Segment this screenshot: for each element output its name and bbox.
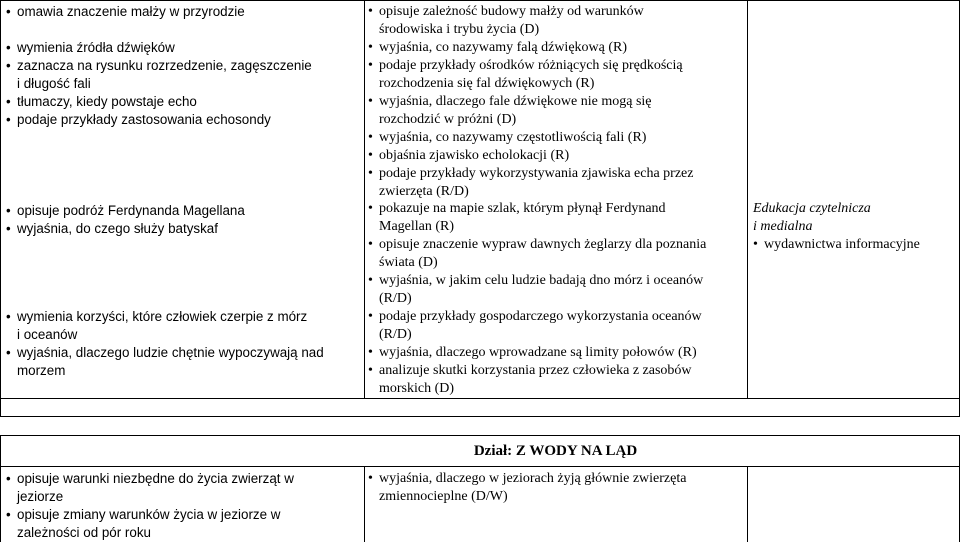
list-item-text: (R/D) bbox=[379, 327, 412, 342]
list-item bbox=[368, 57, 746, 75]
list-item bbox=[6, 220, 362, 238]
list-item bbox=[6, 506, 362, 524]
list-item bbox=[368, 200, 746, 218]
list-item-text: wymienia korzyści, które człowiek czerpie z mórz bbox=[17, 309, 308, 324]
list-item bbox=[6, 470, 362, 488]
list-item bbox=[6, 57, 362, 75]
list-item-text: podaje przykłady gospodarczego wykorzystania oceanów bbox=[379, 309, 702, 324]
bullet-icon: • bbox=[368, 40, 373, 55]
list-item-text: (R/D) bbox=[379, 291, 412, 306]
list-item-text: opisuje zmiany warunków życia w jeziorze w bbox=[17, 506, 281, 522]
column-divider bbox=[364, 0, 365, 398]
table-border-top bbox=[0, 0, 960, 1]
bullet-icon: • bbox=[6, 220, 11, 236]
list-item-text: i oceanów bbox=[17, 326, 78, 342]
list-item-text: zaznacza na rysunku rozrzedzenie, zagęszczenie bbox=[17, 57, 312, 73]
list-item-text: wyjaśnia, do czego służy batyskaf bbox=[17, 220, 218, 236]
bullet-icon: • bbox=[6, 57, 11, 73]
bullet-icon: • bbox=[368, 237, 373, 252]
bullet-icon: • bbox=[6, 203, 11, 218]
list-item-text: wyjaśnia, co nazywamy częstotliwością fali (R) bbox=[379, 130, 647, 145]
bullet-icon: • bbox=[368, 94, 373, 109]
list-item-text: morskich (D) bbox=[379, 381, 455, 396]
list-item bbox=[6, 524, 362, 542]
bullet-icon: • bbox=[368, 345, 373, 360]
row-divider bbox=[0, 398, 960, 399]
list-item-text: zmiennocieplne (D/W) bbox=[379, 489, 508, 504]
list-item-text: opisuje podróż Ferdynanda Magellana bbox=[17, 203, 245, 218]
list-item-text: opisuje znaczenie wypraw dawnych żeglarzy dla poznania bbox=[379, 237, 707, 252]
list-item bbox=[368, 272, 746, 290]
list-item-text: wyjaśnia, dlaczego wprowadzane są limity połowów (R) bbox=[379, 345, 697, 360]
list-item-text: wyjaśnia, dlaczego fale dźwiękowe nie mogą się bbox=[379, 94, 652, 109]
left-group-1 bbox=[6, 3, 362, 21]
list-item-text: wyjaśnia, dlaczego ludzie chętnie wypoczywają nad bbox=[17, 344, 324, 360]
row-divider bbox=[0, 416, 960, 417]
column-divider bbox=[747, 0, 748, 398]
list-item bbox=[368, 290, 746, 308]
row-divider bbox=[0, 435, 960, 436]
list-item bbox=[6, 75, 362, 93]
list-item-text: rozchodzić w próżni (D) bbox=[379, 112, 517, 127]
list-item-text: świata (D) bbox=[379, 255, 438, 270]
list-item bbox=[368, 39, 746, 57]
list-item bbox=[6, 308, 362, 326]
list-item bbox=[368, 21, 746, 39]
bullet-icon: • bbox=[368, 148, 373, 163]
list-item bbox=[368, 165, 746, 183]
list-item bbox=[6, 362, 362, 380]
mid-group-3 bbox=[368, 200, 746, 398]
list-item bbox=[368, 218, 746, 236]
bullet-icon: • bbox=[368, 166, 373, 181]
list-item-text: zależności od pór roku bbox=[17, 524, 151, 540]
list-item-text: i długość fali bbox=[17, 75, 91, 91]
right-list bbox=[753, 236, 957, 254]
list-item bbox=[6, 93, 362, 111]
list-item bbox=[368, 93, 746, 111]
bullet-icon: • bbox=[6, 111, 11, 127]
list-item bbox=[368, 111, 746, 129]
list-item-text: morzem bbox=[17, 362, 66, 378]
list-item-text: opisuje zależność budowy małży od warunków bbox=[379, 4, 644, 19]
list-item-text: objaśnia zjawisko echolokacji (R) bbox=[379, 148, 570, 163]
bullet-icon: • bbox=[368, 4, 373, 19]
list-item bbox=[6, 202, 362, 220]
row2-left-list bbox=[6, 470, 362, 542]
bullet-icon: • bbox=[368, 201, 373, 216]
list-item bbox=[6, 344, 362, 362]
list-item bbox=[6, 39, 362, 57]
list-item bbox=[368, 380, 746, 398]
list-item-text: wyjaśnia, dlaczego w jeziorach żyją głównie zwierzęta bbox=[379, 471, 687, 486]
bullet-icon: • bbox=[368, 471, 373, 486]
bullet-icon: • bbox=[6, 40, 11, 55]
section-title: Dział: Z WODY NA LĄD bbox=[473, 443, 638, 459]
list-item-text: wyjaśnia, co nazywamy falą dźwiękową (R) bbox=[379, 40, 628, 55]
list-item-text: zwierzęta (R/D) bbox=[379, 184, 469, 199]
list-item-text: Magellan (R) bbox=[379, 219, 455, 234]
list-item-text: opisuje warunki niezbędne do życia zwierząt w bbox=[17, 471, 294, 486]
list-item-text: wyjaśnia, w jakim celu ludzie badają dno mórz i oceanów bbox=[379, 273, 704, 288]
list-item bbox=[368, 308, 746, 326]
bullet-icon: • bbox=[6, 309, 11, 324]
row2-middle-cell bbox=[368, 470, 746, 506]
column-divider bbox=[747, 466, 748, 542]
mid-group-1 bbox=[368, 3, 746, 39]
list-item bbox=[368, 129, 746, 147]
list-item-text: analizuje skutki korzystania przez człowieka z zasobów bbox=[379, 363, 692, 378]
list-item-text: omawia znaczenie małży w przyrodzie bbox=[17, 4, 245, 19]
list-item-text: tłumaczy, kiedy powstaje echo bbox=[17, 93, 197, 109]
table-border-left bbox=[0, 0, 1, 398]
list-item-text: wydawnictwa informacyjne bbox=[764, 237, 920, 252]
list-item bbox=[368, 147, 746, 165]
bullet-icon: • bbox=[368, 363, 373, 378]
left-group-3 bbox=[6, 202, 362, 238]
list-item bbox=[368, 183, 746, 201]
table-border-left bbox=[0, 398, 1, 416]
list-item bbox=[368, 326, 746, 344]
left-group-2 bbox=[6, 39, 362, 129]
list-item bbox=[753, 236, 957, 254]
bullet-icon: • bbox=[6, 506, 11, 522]
column-divider bbox=[364, 466, 365, 542]
list-item bbox=[368, 362, 746, 380]
row1-right-cell bbox=[753, 200, 957, 254]
mid-group-2 bbox=[368, 39, 746, 201]
list-item bbox=[368, 3, 746, 21]
list-item bbox=[6, 3, 362, 21]
list-item bbox=[6, 488, 362, 506]
list-item-text: rozchodzenia się fal dźwiękowych (R) bbox=[379, 76, 595, 91]
list-item-text: jeziorze bbox=[17, 488, 64, 504]
list-item-text: podaje przykłady wykorzystywania zjawiska echa przez bbox=[379, 166, 694, 181]
left-group-4 bbox=[6, 308, 362, 380]
list-item bbox=[6, 326, 362, 344]
row-divider bbox=[0, 466, 960, 467]
list-item bbox=[368, 254, 746, 272]
list-item-text: podaje przykłady zastosowania echosondy bbox=[17, 111, 271, 127]
list-item-text: wymienia źródła dźwięków bbox=[17, 40, 175, 55]
bullet-icon: • bbox=[6, 471, 11, 486]
bullet-icon: • bbox=[368, 130, 373, 145]
table-border-left bbox=[0, 435, 1, 542]
bullet-icon: • bbox=[368, 58, 373, 73]
bullet-icon: • bbox=[368, 273, 373, 288]
bullet-icon: • bbox=[368, 309, 373, 324]
row2-middle-list bbox=[368, 470, 746, 506]
bullet-icon: • bbox=[6, 344, 11, 360]
list-item bbox=[368, 75, 746, 93]
list-item bbox=[368, 236, 746, 254]
section-heading: Edukacja czytelnicza bbox=[753, 201, 871, 216]
list-item bbox=[368, 488, 746, 506]
list-item bbox=[368, 470, 746, 488]
bullet-icon: • bbox=[6, 4, 11, 19]
list-item-text: pokazuje na mapie szlak, którym płynął Ferdynand bbox=[379, 201, 666, 216]
bullet-icon: • bbox=[753, 237, 758, 252]
list-item-text: środowiska i trybu życia (D) bbox=[379, 22, 540, 37]
section-heading-continued: i medialna bbox=[753, 219, 813, 234]
list-item bbox=[6, 111, 362, 129]
bullet-icon: • bbox=[6, 93, 11, 109]
row2-left-cell bbox=[6, 470, 362, 542]
list-item bbox=[368, 344, 746, 362]
list-item-text: podaje przykłady ośrodków różniących się prędkością bbox=[379, 58, 683, 73]
